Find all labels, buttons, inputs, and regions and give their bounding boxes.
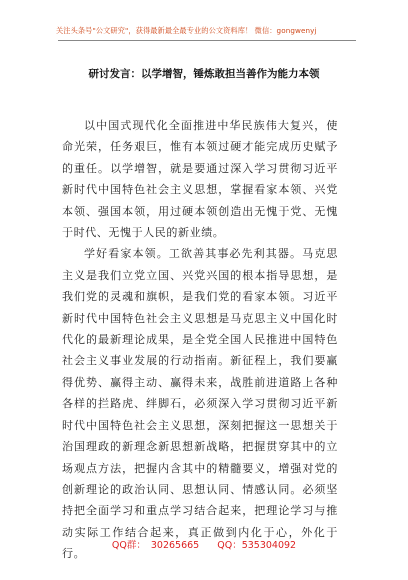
paragraph: 以中国式现代化全面推进中华民族伟大复兴，使命光荣，任务艰巨，惟有本领过硬才能完成历史赋予的重任。以学增智，就是要通过深入学习贯彻习近平新时代中国特色社会主义思想，掌握看家本领、兴党本领、强国本领，用过硬本领创造出无愧于党、无愧于时代、无愧于人民的新业绩。 <box>62 119 338 240</box>
document-body <box>62 115 338 565</box>
header-divider <box>58 40 356 41</box>
footer-qq-group: QQ群： 30265665 <box>111 540 200 551</box>
paragraph: 学好看家本领。工欲善其事必先利其器。马克思主义是我们立党立国、兴党兴国的根本指导思想，是我们党的灵魂和旗帜，是我们党的看家本领。习近平新时代中国特色社会主义思想是马克思主义中国化时代化的最新理论成果，是全党全国人民推进中国特色社会主义事业发展的行动指南。新征程上，我们要赢得优势、赢得主动、赢得未来，战胜前进道路上各种各样的拦路虎、绊脚石，必须深入学习贯彻习近平新时代中国特色社会主义思想，深刻把握这一思想关于治国理政的新理念新思想新战略，把握贯穿其中的立场观点方法，把握内含其中的精髓要义，增强对党的创新理论的政治认同、思想认同、情感认同。必须坚持把全面学习和重点学习结合起来，把理论学习与推动实际工作结合起来，真正做到内化于心，外化于行。 <box>62 247 338 561</box>
footer-qq: QQ：535304092 <box>217 540 297 551</box>
footer <box>0 537 408 551</box>
header-banner: 关注头条号"公文研究"，获得最新最全最专业的公文资料库！ 微信：gongwenyj <box>56 26 317 35</box>
document-title: 研讨发言：以学增智，锤炼敢担当善作为能力本领 <box>88 68 320 80</box>
